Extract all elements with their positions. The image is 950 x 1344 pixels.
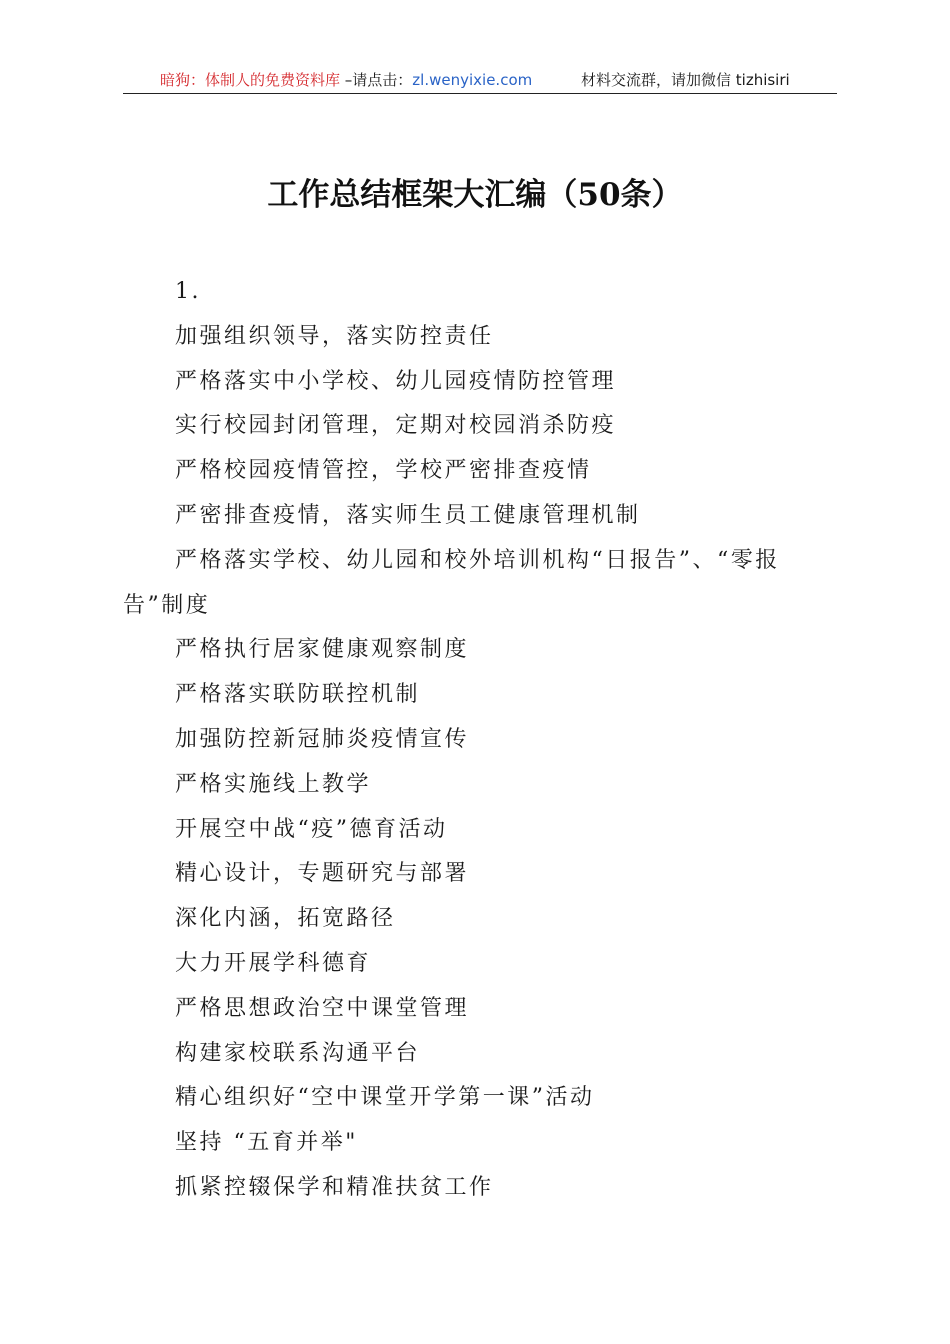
list-item: 严密排查疫情，落实师生员工健康管理机制 xyxy=(175,502,641,528)
list-item: 坚持 “五育并举" xyxy=(175,1130,358,1156)
document-body xyxy=(123,270,837,1211)
section-number: 1. xyxy=(175,279,201,304)
list-item: 加强防控新冠肺炎疫情宣传 xyxy=(175,726,470,752)
list-item: 开展空中战“疫”德育活动 xyxy=(175,816,448,842)
header-url-link[interactable]: zl.wenyixie.com xyxy=(412,71,533,89)
header-wechat-note: 材料交流群，请加微信 tizhisiri xyxy=(581,71,790,89)
document-title: 工作总结框架大汇编（50条） xyxy=(267,177,683,213)
header-brand-text: 暗狗：体制人的免费资料库 xyxy=(160,71,341,89)
list-item: 严格落实联防联控机制 xyxy=(175,682,421,708)
list-item: 精心设计，专题研究与部署 xyxy=(175,861,470,887)
list-item: 严格思想政治空中课堂管理 xyxy=(175,995,470,1021)
list-item: 严格落实学校、幼儿园和校外培训机构“日报告”、“零报告”制度 xyxy=(123,547,780,618)
header-click-prompt: –请点击： xyxy=(340,71,413,89)
list-item: 严格执行居家健康观察制度 xyxy=(175,637,470,663)
list-item: 严格校园疫情管控，学校严密排查疫情 xyxy=(175,458,592,484)
list-item: 构建家校联系沟通平台 xyxy=(175,1040,421,1066)
list-item: 深化内涵，拓宽路径 xyxy=(175,906,396,932)
list-item: 严格落实中小学校、幼儿园疫情防控管理 xyxy=(175,368,617,394)
list-item: 加强组织领导，落实防控责任 xyxy=(175,323,494,349)
list-item: 抓紧控辍保学和精准扶贫工作 xyxy=(175,1174,494,1200)
header-divider xyxy=(123,93,837,94)
list-item: 实行校园封闭管理，定期对校园消杀防疫 xyxy=(175,413,617,439)
list-item: 大力开展学科德育 xyxy=(175,950,372,976)
page-header xyxy=(0,68,950,92)
list-item: 精心组织好“空中课堂开学第一课”活动 xyxy=(175,1085,595,1111)
header-left xyxy=(160,68,532,92)
list-item: 严格实施线上教学 xyxy=(175,771,372,797)
